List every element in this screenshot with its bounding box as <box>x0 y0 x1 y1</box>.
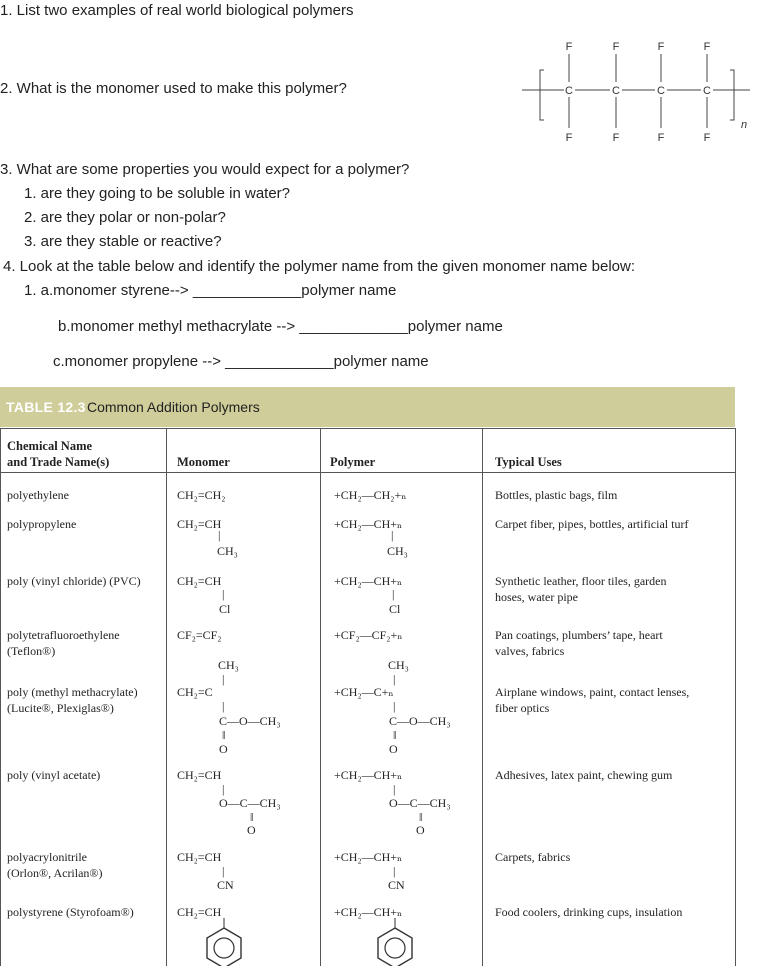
question-1: 1. List two examples of real world biological polymers <box>0 2 354 19</box>
table-label: TABLE 12.3 <box>6 399 86 415</box>
bond-line: | <box>222 782 225 796</box>
row-polymer-sub: Cl <box>389 602 401 616</box>
bond-line: | <box>222 699 225 713</box>
row-uses: Carpets, fabrics <box>495 850 571 864</box>
bond-line: ‖ <box>222 728 226 742</box>
question-4a: 1. a.monomer styrene--> _____________polymer name <box>24 282 397 299</box>
row-name: polypropylene <box>7 517 77 531</box>
struct-c-1: C <box>565 85 573 97</box>
row-uses-cont: fiber optics <box>495 701 550 715</box>
header-typical-uses: Typical Uses <box>495 455 562 469</box>
table-title: Common Addition Polymers <box>87 399 260 415</box>
bond-line: | <box>222 864 225 878</box>
bond-line: | <box>393 864 396 878</box>
row-polymer-top: CH₃ <box>388 658 409 672</box>
bond-line: ‖ <box>393 728 397 742</box>
row-polymer: +CH₂—CH+ₙ <box>334 768 403 782</box>
row-monomer: CH₂=CH <box>177 768 222 782</box>
row-polymer: +CH₂—CH+ₙ <box>334 517 403 531</box>
question-3-3: 3. are they stable or reactive? <box>24 233 222 250</box>
row-name-cont: (Lucite®, Plexiglas®) <box>7 701 114 715</box>
row-polymer-sub: CH₃ <box>387 544 408 558</box>
row-polymer: +CH₂—CH+ₙ <box>334 574 403 588</box>
row-uses: Bottles, plastic bags, film <box>495 488 618 502</box>
question-3-1: 1. are they going to be soluble in water? <box>24 185 291 202</box>
row-uses: Adhesives, latex paint, chewing gum <box>495 768 673 782</box>
row-name: poly (methyl methacrylate) <box>7 685 138 699</box>
benzene-ring-icon <box>200 918 248 966</box>
row-polymer-sub: C—O—CH₃ <box>389 714 451 728</box>
question-4b: b.monomer methyl methacrylate --> _____________polymer name <box>58 318 503 335</box>
row-polymer-oxygen: O <box>389 742 398 756</box>
row-uses: Food coolers, drinking cups, insulation <box>495 905 683 919</box>
bond-line: | <box>391 528 394 542</box>
row-polymer: +CH₂—CH+ₙ <box>334 850 403 864</box>
ptfe-structure <box>520 38 757 148</box>
bond-line: | <box>392 587 395 601</box>
header-monomer: Monomer <box>177 455 230 469</box>
bond-line: ‖ <box>250 810 254 824</box>
row-name: polystyrene (Styrofoam®) <box>7 905 134 919</box>
row-uses: Carpet fiber, pipes, bottles, artificial turf <box>495 517 689 531</box>
benzene-ring-icon <box>371 918 419 966</box>
row-monomer-sub: Cl <box>219 602 231 616</box>
row-monomer: CH₂=CH <box>177 850 222 864</box>
row-monomer-oxygen: O <box>247 823 256 837</box>
struct-c-4: C <box>703 85 711 97</box>
row-monomer-top: CH₃ <box>218 658 239 672</box>
header-polymer: Polymer <box>330 455 376 469</box>
row-name-cont: (Teflon®) <box>7 644 56 658</box>
row-uses-cont: hoses, water pipe <box>495 590 578 604</box>
row-monomer: CH₂=C <box>177 685 213 699</box>
question-4c: c.monomer propylene --> _____________polymer name <box>53 353 429 370</box>
row-monomer-sub: C—O—CH₃ <box>219 714 281 728</box>
struct-f-bot-2: F <box>612 132 620 144</box>
row-polymer: +CF₂—CF₂+ₙ <box>334 628 403 642</box>
struct-f-bot-3: F <box>657 132 665 144</box>
row-name: polyethylene <box>7 488 69 502</box>
struct-subscript-n: n <box>740 119 748 131</box>
row-polymer-oxygen: O <box>416 823 425 837</box>
struct-c-2: C <box>612 85 620 97</box>
struct-f-top-2: F <box>612 41 620 53</box>
row-monomer: CF₂=CF₂ <box>177 628 222 642</box>
question-3-2: 2. are they polar or non-polar? <box>24 209 226 226</box>
row-monomer-sub: CN <box>217 878 234 892</box>
bond-line: ‖ <box>419 810 423 824</box>
question-3: 3. What are some properties you would expect for a polymer? <box>0 161 410 178</box>
row-name: polytetrafluoroethylene <box>7 628 120 642</box>
row-polymer: +CH₂—CH+ₙ <box>334 905 403 919</box>
row-polymer-sub: CN <box>388 878 405 892</box>
bond-line: | <box>222 672 225 686</box>
bond-line: | <box>393 782 396 796</box>
row-monomer: CH₂=CH <box>177 574 222 588</box>
bond-line: | <box>393 672 396 686</box>
row-polymer: +CH₂—CH₂+ₙ <box>334 488 407 502</box>
bond-line: | <box>222 587 225 601</box>
struct-f-top-4: F <box>703 41 711 53</box>
row-uses: Synthetic leather, floor tiles, garden <box>495 574 667 588</box>
row-name-cont: (Orlon®, Acrilan®) <box>7 866 103 880</box>
row-monomer-sub: CH₃ <box>217 544 238 558</box>
struct-c-3: C <box>657 85 665 97</box>
struct-f-bot-1: F <box>565 132 573 144</box>
row-name: poly (vinyl chloride) (PVC) <box>7 574 141 588</box>
bond-line: | <box>218 528 221 542</box>
row-polymer-sub: O—C—CH₃ <box>389 796 451 810</box>
header-chemical-name: Chemical Name <box>7 439 93 453</box>
row-monomer: CH₂=CH₂ <box>177 488 226 502</box>
row-uses: Airplane windows, paint, contact lenses, <box>495 685 690 699</box>
row-name: polyacrylonitrile <box>7 850 87 864</box>
row-uses: Pan coatings, plumbers’ tape, heart <box>495 628 663 642</box>
row-monomer-oxygen: O <box>219 742 228 756</box>
row-uses-cont: valves, fabrics <box>495 644 565 658</box>
row-monomer: CH₂=CH <box>177 905 222 919</box>
struct-f-bot-4: F <box>703 132 711 144</box>
question-2: 2. What is the monomer used to make this polymer? <box>0 80 347 97</box>
question-4: 4. Look at the table below and identify the polymer name from the given monomer name below: <box>3 258 636 275</box>
bond-line: | <box>393 699 396 713</box>
struct-f-top-1: F <box>565 41 573 53</box>
row-monomer: CH₂=CH <box>177 517 222 531</box>
struct-f-top-3: F <box>657 41 665 53</box>
header-trade-name: and Trade Name(s) <box>7 455 110 469</box>
row-name: poly (vinyl acetate) <box>7 768 101 782</box>
row-monomer-sub: O—C—CH₃ <box>219 796 281 810</box>
row-polymer: +CH₂—C+ₙ <box>334 685 394 699</box>
